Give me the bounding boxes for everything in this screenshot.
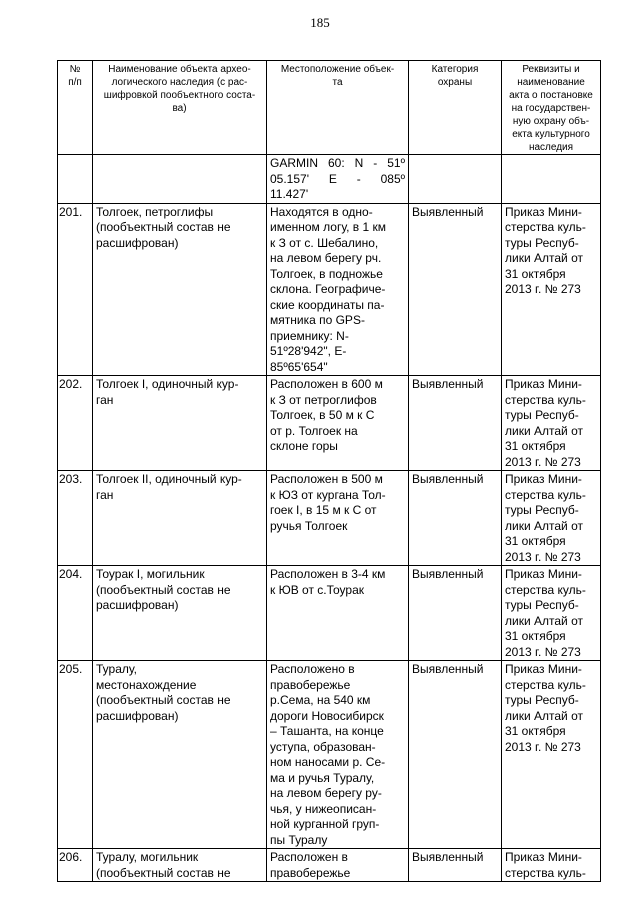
table-header-row bbox=[58, 61, 601, 155]
cell-name-text: Туралу, могильник (пообъектный состав не bbox=[96, 850, 231, 880]
cell-location-text: Расположен в правобережье bbox=[270, 850, 351, 880]
cell-category bbox=[409, 471, 502, 566]
cell-location-text: Расположен в 500 м к ЮЗ от кургана Тол- гоек I, в 15 м к С от ручья Толгоек bbox=[270, 472, 386, 533]
cell-num bbox=[58, 566, 93, 661]
cell-requisites bbox=[502, 849, 601, 882]
cell-name bbox=[93, 155, 267, 204]
cell-category-text: Выявленный bbox=[412, 204, 484, 219]
cell-requisites bbox=[502, 566, 601, 661]
cell-requisites bbox=[502, 155, 601, 204]
cell-requisites-text: Приказ Мини- стерства куль- туры Респуб- лики Алтай от 31 октября 2013 г. № 273 bbox=[505, 567, 586, 659]
cell-name bbox=[93, 849, 267, 882]
cell-name-text: Толгоек II, одиночный кур- ган bbox=[96, 472, 242, 502]
cell-name bbox=[93, 566, 267, 661]
cell-category-text: Выявленный bbox=[412, 850, 484, 864]
cell-num bbox=[58, 471, 93, 566]
cell-num-text: 206. bbox=[59, 850, 83, 864]
cell-category bbox=[409, 661, 502, 849]
cell-category bbox=[409, 849, 502, 882]
cell-category-text: Выявленный bbox=[412, 472, 484, 486]
cell-location bbox=[267, 471, 409, 566]
cell-num-text: 201. bbox=[59, 204, 83, 219]
header-category: Категория охраны bbox=[409, 61, 502, 155]
cell-location bbox=[267, 849, 409, 882]
heritage-objects-table bbox=[57, 60, 601, 882]
header-num: № п/п bbox=[58, 61, 93, 155]
cell-location-text: Находятся в одно- именном логу, в 1 км к З от с. Шебалино, на левом берегу рч. Толгоек, в подножье склона. Географиче- ские координаты па- мятника по GPS- приемнику: N- 51º28'942", E- 85º65'654" bbox=[270, 204, 387, 374]
table-body bbox=[58, 155, 601, 882]
table-row bbox=[58, 566, 601, 661]
cell-requisites bbox=[502, 471, 601, 566]
cell-name-text: Толгоек, петроглифы (пообъектный состав не расшифрован) bbox=[96, 204, 231, 250]
cell-requisites-text: Приказ Мини- стерства куль- туры Респуб- лики Алтай от 31 октября 2013 г. № 273 bbox=[505, 377, 586, 469]
cell-name bbox=[93, 203, 267, 376]
cell-name bbox=[93, 661, 267, 849]
cell-location bbox=[267, 661, 409, 849]
cell-name bbox=[93, 471, 267, 566]
cell-category bbox=[409, 376, 502, 471]
cell-location-text: Расположен в 3-4 км к ЮВ от с.Тоурак bbox=[270, 567, 386, 597]
cell-name-text: Толгоек I, одиночный кур- ган bbox=[96, 377, 239, 407]
cell-location bbox=[267, 566, 409, 661]
cell-category bbox=[409, 155, 502, 204]
cell-category bbox=[409, 203, 502, 376]
cell-num-text: 205. bbox=[59, 662, 83, 676]
cell-num-text: 202. bbox=[59, 377, 83, 391]
cell-num bbox=[58, 376, 93, 471]
page-number: 185 bbox=[310, 15, 330, 30]
cell-name-text: Тоурак I, могильник (пообъектный состав не расшифрован) bbox=[96, 567, 231, 612]
table-row bbox=[58, 849, 601, 882]
cell-location bbox=[267, 155, 409, 204]
cell-requisites-text: Приказ Мини- стерства куль- bbox=[505, 850, 586, 880]
cell-name bbox=[93, 376, 267, 471]
table-row bbox=[58, 661, 601, 849]
cell-category-text: Выявленный bbox=[412, 662, 484, 676]
header-location: Местоположение объек- та bbox=[267, 61, 409, 155]
cell-location-text: Расположен в 600 м к З от петроглифов Толгоек, в 50 м к С от р. Толгоек на склоне горы bbox=[270, 377, 383, 453]
cell-num-text: 203. bbox=[59, 472, 83, 486]
cell-location bbox=[267, 203, 409, 376]
table-row bbox=[58, 203, 601, 376]
cell-requisites bbox=[502, 376, 601, 471]
table-row bbox=[58, 471, 601, 566]
cell-requisites-text: Приказ Мини- стерства куль- туры Респуб- лики Алтай от 31 октября 2013 г. № 273 bbox=[505, 472, 586, 564]
cell-requisites-text: Приказ Мини- стерства куль- туры Респуб- лики Алтай от 31 октября 2013 г. № 273 bbox=[505, 662, 586, 754]
continuation-location: GARMIN 60: N - 51º 05.157' E - 085º 11.427' bbox=[270, 156, 405, 201]
cell-category-text: Выявленный bbox=[412, 377, 484, 391]
cell-num-text: 204. bbox=[59, 567, 83, 581]
cell-requisites bbox=[502, 661, 601, 849]
table-row bbox=[58, 376, 601, 471]
cell-location bbox=[267, 376, 409, 471]
cell-num bbox=[58, 849, 93, 882]
cell-num bbox=[58, 203, 93, 376]
cell-requisites bbox=[502, 203, 601, 376]
cell-name-text: Туралу, местонахождение (пообъектный состав не расшифрован) bbox=[96, 662, 231, 723]
cell-num bbox=[58, 661, 93, 849]
continuation-row bbox=[58, 155, 601, 204]
cell-category-text: Выявленный bbox=[412, 567, 484, 581]
header-requisites: Реквизиты и наименование акта о постановке на государствен- ную охрану объ- екта культурного наследия bbox=[502, 61, 601, 155]
cell-num bbox=[58, 155, 93, 204]
header-name: Наименование объекта архео- логического наследия (с рас- шифровкой пообъектного соста- ва) bbox=[93, 61, 267, 155]
cell-category bbox=[409, 566, 502, 661]
cell-requisites-text: Приказ Мини- стерства куль- туры Респуб- лики Алтай от 31 октября 2013 г. № 273 bbox=[505, 204, 586, 296]
cell-location-text: Расположено в правобережье р.Сема, на 540 км дороги Новосибирск – Ташанта, на конце уступа, образован- ном наносами р. Се- ма и ручья Туралу, на левом берегу ру- чья, у нижеописан- ной курганной груп- пы Туралу bbox=[270, 662, 386, 847]
